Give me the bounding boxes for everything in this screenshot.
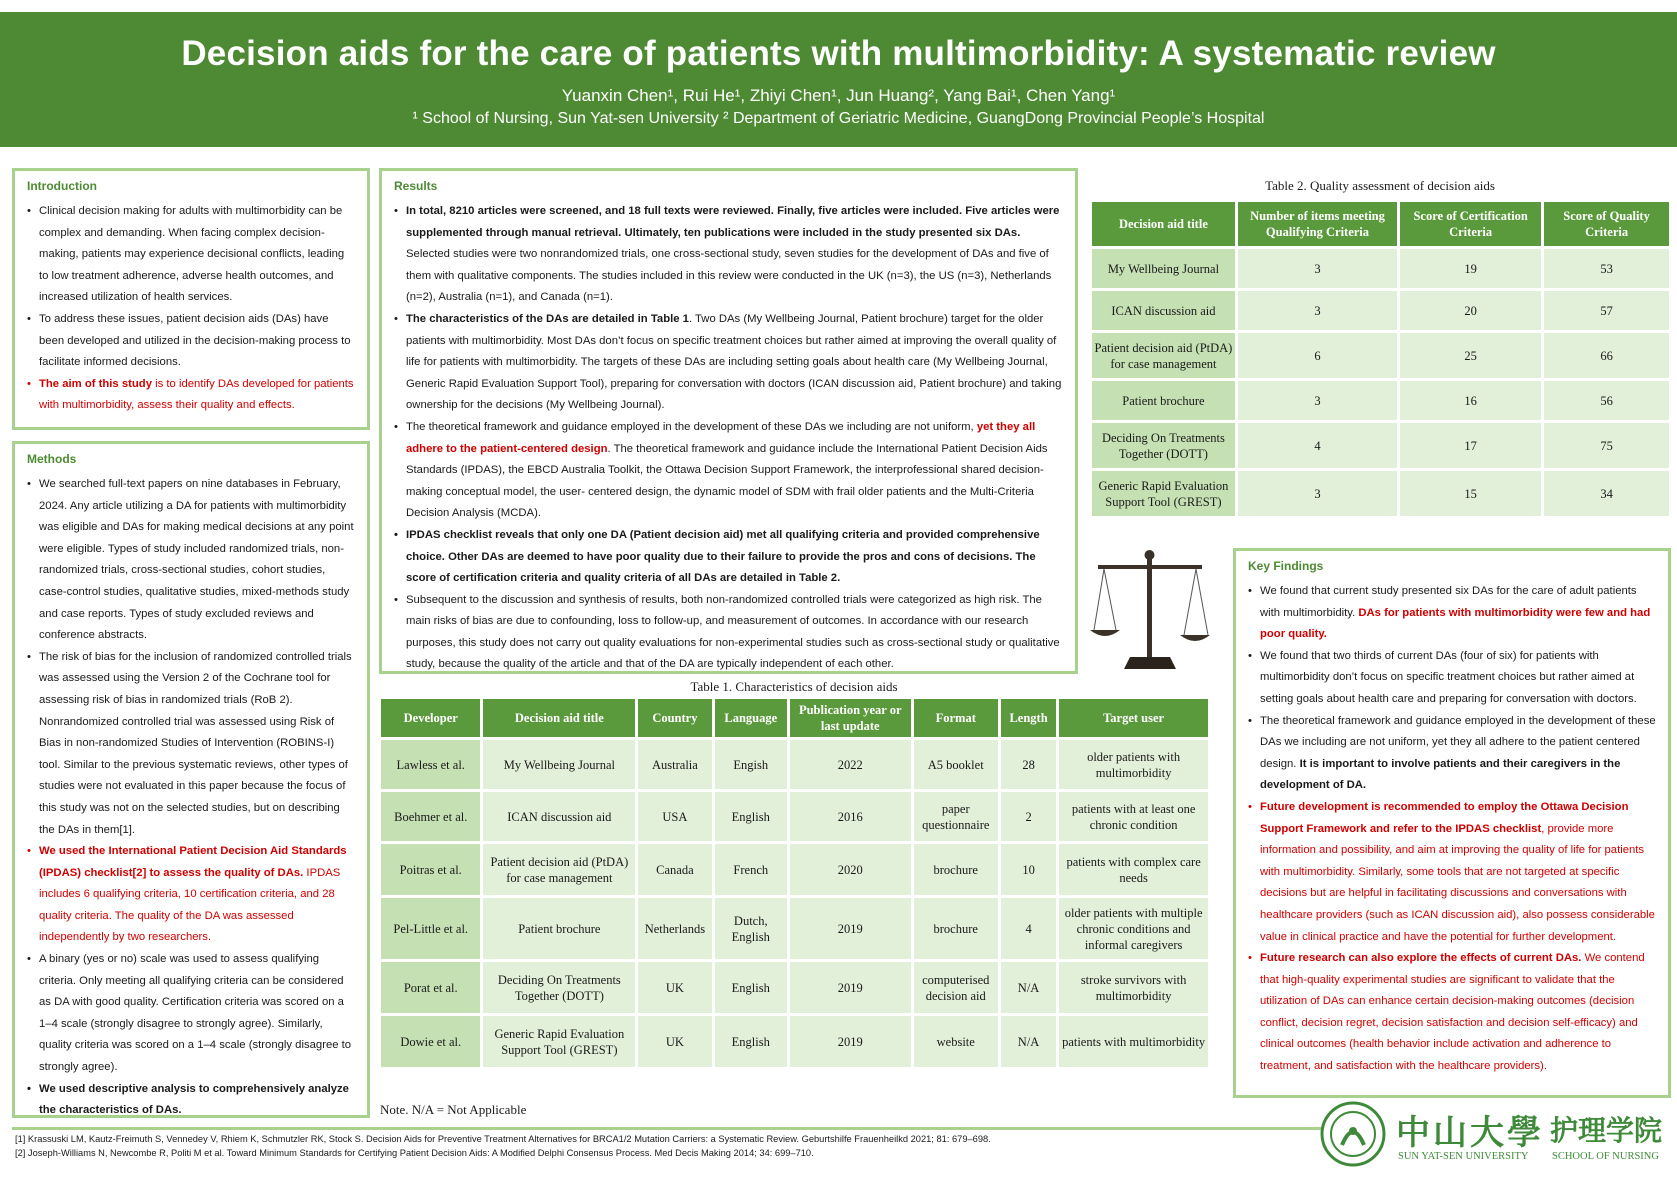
table1-cell: English: [715, 962, 787, 1013]
table1-cell: Engish: [715, 740, 787, 789]
table2-cell: 25: [1400, 333, 1541, 378]
university-name-en: SUN YAT-SEN UNIVERSITY: [1398, 1151, 1529, 1162]
table1-header-cell: Developer: [381, 699, 480, 737]
table2-cell: ICAN discussion aid: [1092, 291, 1235, 330]
table1-header-row: [381, 699, 1208, 737]
table1-cell: UK: [638, 1016, 711, 1067]
table1-cell: N/A: [1001, 1016, 1056, 1067]
table2-row: [1092, 381, 1669, 420]
table2-cell: 56: [1544, 381, 1669, 420]
key-findings-panel: [1233, 548, 1671, 1098]
table1-cell: Dowie et al.: [381, 1016, 480, 1067]
table1-cell: Dutch, English: [715, 898, 787, 959]
table1-cell: older patients with multiple chronic conditions and informal caregivers: [1059, 898, 1208, 959]
poster-title: Decision aids for the care of patients with multimorbidity: A systematic review: [181, 34, 1496, 73]
table2-cell: 66: [1544, 333, 1669, 378]
results-bullet: • The characteristics of the DAs are detailed in Table 1. Two DAs (My Wellbeing Journal, Patient brochure) target for the older patients with multimorbidity. Most DAs don’t focus on specific treatment choices but rather aimed at improving the overall quality of life for patients with multimorbidity. The targets of these DAs are including setting goals about health care (My Wellbeing Journal, Generic Rapid Evaluation Support Tool), preparing for conversation with doctors (ICAN discussion aid, Patient brochure) and taking ownership for the decisions (My Wellbeing Journal).: [394, 309, 1063, 417]
table2-header-row: [1092, 202, 1669, 246]
table1-cell: 2: [1001, 792, 1056, 841]
results-bullet: • The theoretical framework and guidance employed in the development of these DAs we including are not uniform, yet they all adhere to the patient-centered design. The theoretical framework and guidance include the International Patient Decision Aids Standards (IPDAS), the EBCD Australia Toolkit, the Ottawa Decision Support Framework, the interprofessional shared decision-making conceptual model, the user- centered design, the dynamic model of SDM with frail older patients and the Multi-Criteria Decision Analysis (MCDA).: [394, 417, 1063, 525]
table1-cell: paper questionnaire: [914, 792, 998, 841]
table1-cell: Porat et al.: [381, 962, 480, 1013]
balance-scale-illustration: [1090, 545, 1210, 675]
key-bullet: • We found that current study presented six DAs for the care of adult patients with multimorbidity. DAs for patients with multimorbidity were few and had poor quality.: [1248, 581, 1656, 646]
references: [15, 1133, 991, 1160]
table2-cell: 16: [1400, 381, 1541, 420]
table1-header-cell: Length: [1001, 699, 1056, 737]
table1-cell: 2019: [790, 962, 911, 1013]
school-name-en: SCHOOL OF NURSING: [1552, 1151, 1659, 1162]
methods-bullet: • We used the International Patient Decision Aid Standards (IPDAS) checklist[2] to assess the quality of DAs. IPDAS includes 6 qualifying criteria, 10 certification criteria, and 28 quality criteria. The quality of the DA was assessed independently by two researchers.: [27, 841, 355, 949]
table2-cell: Generic Rapid Evaluation Support Tool (GREST): [1092, 471, 1235, 516]
table1-cell: UK: [638, 962, 711, 1013]
results-bullet: • IPDAS checklist reveals that only one DA (Patient decision aid) met all qualifying criteria and provided comprehensive choice. Other DAs are deemed to have poor quality due to their failure to provide the pros and cons of decisions. The score of certification criteria and quality criteria of all DAs are detailed in Table 2.: [394, 525, 1063, 590]
results-title: Results: [394, 179, 438, 193]
introduction-title: Introduction: [27, 179, 97, 193]
table2-header-cell: Decision aid title: [1092, 202, 1235, 246]
table1-cell: 2022: [790, 740, 911, 789]
table1-cell: ICAN discussion aid: [483, 792, 635, 841]
table2-cell: 17: [1400, 423, 1541, 468]
key-findings-title: Key Findings: [1248, 559, 1324, 573]
methods-bullet: • A binary (yes or no) scale was used to assess qualifying criteria. Only meeting all qualifying criteria can be considered as DA with good quality. Certification criteria was scored on a 1–4 scale (strongly disagree to strongly agree). Similarly, quality criteria was scored on a 1–4 scale (strongly disagree to strongly agree).: [27, 949, 355, 1079]
table1-cell: Patient brochure: [483, 898, 635, 959]
table2-cell: Patient decision aid (PtDA) for case management: [1092, 333, 1235, 378]
table1-cell: Poitras et al.: [381, 844, 480, 895]
table1-cell: Lawless et al.: [381, 740, 480, 789]
table1-cell: Pel-Little et al.: [381, 898, 480, 959]
intro-bullet: • To address these issues, patient decision aids (DAs) have been developed and utilized in the decision-making process to facilitate informed decisions.: [27, 309, 355, 374]
table1-cell: brochure: [914, 844, 998, 895]
methods-panel: [12, 441, 370, 1118]
university-name-cn: 中山大學: [1396, 1113, 1544, 1153]
footer-divider: [12, 1127, 1332, 1130]
table1-cell: older patients with multimorbidity: [1059, 740, 1208, 789]
table1-cell: My Wellbeing Journal: [483, 740, 635, 789]
table1-cell: 2019: [790, 1016, 911, 1067]
table1-note: Note. N/A = Not Applicable: [380, 1102, 527, 1117]
intro-bullet: • The aim of this study is to identify DAs developed for patients with multimorbidity, assess their quality and effects.: [27, 374, 355, 417]
table1-cell: brochure: [914, 898, 998, 959]
table2-cell: 3: [1238, 381, 1397, 420]
table1-cell: computerised decision aid: [914, 962, 998, 1013]
intro-bullet: • Clinical decision making for adults with multimorbidity can be complex and demanding. When facing complex decision-making, patients may experience decisional conflicts, leading to low treatment adherence, adverse health outcomes, and increased utilization of health services.: [27, 201, 355, 309]
table1-cell: Australia: [638, 740, 711, 789]
table1-cell: French: [715, 844, 787, 895]
table1-cell: patients with at least one chronic condition: [1059, 792, 1208, 841]
table1-header-cell: Decision aid title: [483, 699, 635, 737]
table2-cell: Patient brochure: [1092, 381, 1235, 420]
table1-cell: A5 booklet: [914, 740, 998, 789]
table2-row: [1092, 333, 1669, 378]
table2-cell: 57: [1544, 291, 1669, 330]
table1-row: [381, 792, 1208, 841]
table2-cell: 3: [1238, 291, 1397, 330]
table1-row: [381, 740, 1208, 789]
table2-row: [1092, 423, 1669, 468]
table1-row: [381, 962, 1208, 1013]
table1-caption: Table 1. Characteristics of decision aids: [690, 679, 898, 694]
table2-cell: 75: [1544, 423, 1669, 468]
table1-cell: patients with multimorbidity: [1059, 1016, 1208, 1067]
table1-row: [381, 898, 1208, 959]
table1-cell: patients with complex care needs: [1059, 844, 1208, 895]
table1-cell: English: [715, 792, 787, 841]
table2-cell: 15: [1400, 471, 1541, 516]
table1-cell: Netherlands: [638, 898, 711, 959]
affiliations: ¹ School of Nursing, Sun Yat-sen University ² Department of Geriatric Medicine, GuangDong Provincial People’s Hospital: [412, 110, 1265, 127]
table1-row: [381, 1016, 1208, 1067]
table1-header-cell: Language: [715, 699, 787, 737]
results-bullet: • In total, 8210 articles were screened, and 18 full texts were reviewed. Finally, five articles were included. Five articles were supplemented through manual retrieval. Ultimately, ten publications were included in the study presented six DAs. Selected studies were two nonrandomized trials, one cross-sectional study, seven studies for the development of DAs and five of them with qualitative components. The studies included in this review were conducted in the UK (n=3), the US (n=3), Netherlands (n=2), Australia (n=1), and Canada (n=1).: [394, 201, 1063, 309]
table2-cell: Deciding On Treatments Together (DOTT): [1092, 423, 1235, 468]
table1-cell: USA: [638, 792, 711, 841]
table2-cell: 20: [1400, 291, 1541, 330]
table1: [378, 696, 1211, 1070]
table2-row: [1092, 249, 1669, 288]
table2-caption: Table 2. Quality assessment of decision aids: [1265, 178, 1495, 193]
table2-cell: My Wellbeing Journal: [1092, 249, 1235, 288]
table1-cell: N/A: [1001, 962, 1056, 1013]
table1-cell: Patient decision aid (PtDA) for case management: [483, 844, 635, 895]
table1-header-cell: Publication year or last update: [790, 699, 911, 737]
table2-header-cell: Number of items meeting Qualifying Criteria: [1238, 202, 1397, 246]
university-emblem-icon: [1320, 1101, 1386, 1167]
key-bullet: • Future development is recommended to employ the Ottawa Decision Support Framework and refer to the IPDAS checklist, provide more information and possibility, and aim at improving the quality of life for patients with multimorbidity. Similarly, some tools that are not targeted at specific decisions but are helpful in facilitating discussions and conversations with healthcare providers (such as ICAN discussion aid), also possess considerable value in clinical practice and have the potential for further development.: [1248, 797, 1656, 948]
reference-1: [1] Krassuski LM, Kautz-Freimuth S, Vennedey V, Rhiem K, Schmutzler RK, Stock S. Decision Aids for Preventive Treatment Alternatives for BRCA1/2 Mutation Carriers: a Systematic Review. Geburtshilfe Frauenheilkd 2021; 81: 679–698.: [15, 1134, 991, 1144]
methods-bullet: • We searched full-text papers on nine databases in February, 2024. Any article utilizing a DA for patients with multimorbidity was eligible and DAs for making medical decisions at any point were eligible. Types of study included randomized trials, non-randomized trials, cross-sectional studies, cohort studies, case-control studies, qualitative studies, mixed-methods study and case reports. Types of study excluded reviews and conference abstracts.: [27, 474, 355, 647]
table1-header-cell: Country: [638, 699, 711, 737]
table2-cell: 19: [1400, 249, 1541, 288]
reference-2: [2] Joseph-Williams N, Newcombe R, Politi M et al. Toward Minimum Standards for Certifying Patient Decision Aids: A Modified Delphi Consensus Process. Med Decis Making 2014; 34: 699–710.: [15, 1147, 814, 1158]
introduction-panel: [12, 168, 370, 430]
authors: Yuanxin Chen¹, Rui He¹, Zhiyi Chen¹, Jun Huang², Yang Bai¹, Chen Yang¹: [561, 86, 1116, 105]
table2-cell: 6: [1238, 333, 1397, 378]
table1-cell: 2016: [790, 792, 911, 841]
university-logo: [1320, 1101, 1670, 1169]
table1-cell: Deciding On Treatments Together (DOTT): [483, 962, 635, 1013]
table2-cell: 53: [1544, 249, 1669, 288]
table1-cell: 2020: [790, 844, 911, 895]
table1-cell: 28: [1001, 740, 1056, 789]
results-panel: [379, 168, 1078, 674]
key-bullet: • Future research can also explore the effects of current DAs. We contend that high-quality experimental studies are significant to validate that the utilization of DAs can enhance certain decision-making outcomes (decision conflict, decision regret, decision satisfaction and decision self-efficacy) and clinical outcomes (health behavior include activation and adherence to treatment, and satisfaction with the healthcare providers).: [1248, 948, 1656, 1078]
methods-bullet: • The risk of bias for the inclusion of randomized controlled trials was assessed using the Version 2 of the Cochrane tool for assessing risk of bias in randomized trials (RoB 2). Nonrandomized controlled trial was assessed using Risk of Bias in non-randomized Studies of Intervention (ROBINS-I) tool. Similar to the previous systematic reviews, other types of studies were not evaluated in this paper because the focus of this study was not on the selected studies, but on describing the DAs in them[1].: [27, 647, 355, 841]
table2-cell: 34: [1544, 471, 1669, 516]
table2-cell: 3: [1238, 249, 1397, 288]
table1-cell: English: [715, 1016, 787, 1067]
table1-header-cell: Target user: [1059, 699, 1208, 737]
table1-cell: Canada: [638, 844, 711, 895]
table1-row: [381, 844, 1208, 895]
table2-cell: 3: [1238, 471, 1397, 516]
table2-header-cell: Score of Quality Criteria: [1544, 202, 1669, 246]
poster-header: [0, 12, 1677, 147]
table2-row: [1092, 471, 1669, 516]
table1-cell: Generic Rapid Evaluation Support Tool (GREST): [483, 1016, 635, 1067]
table1-cell: 10: [1001, 844, 1056, 895]
key-bullet: • We found that two thirds of current DAs (four of six) for patients with multimorbidity don’t focus on specific treatment choices but rather aimed at setting goals about health care and preparing for conversation with doctors.: [1248, 646, 1656, 711]
table2-header-cell: Score of Certification Criteria: [1400, 202, 1541, 246]
methods-title: Methods: [27, 452, 77, 466]
table1-cell: Boehmer et al.: [381, 792, 480, 841]
table1-header-cell: Format: [914, 699, 998, 737]
school-name-cn: 护理学院: [1550, 1114, 1663, 1147]
results-bullet: • Subsequent to the discussion and synthesis of results, both non-randomized controlled trials were categorized as high risk. The main risks of bias are due to confounding, loss to follow-up, and measurement of outcomes. In accordance with our research purposes, this study does not carry out quality evaluations for non-experimental studies such as cross-sectional study or qualitative study, because the quality of the article and that of the DA are typically independent of each other.: [394, 590, 1063, 676]
table2-cell: 4: [1238, 423, 1397, 468]
key-bullet: • The theoretical framework and guidance employed in the development of these DAs we including are not uniform, yet they all adhere to the patient centered design. It is important to involve patients and their caregivers in the development of DA.: [1248, 711, 1656, 797]
methods-bullet: • We used descriptive analysis to comprehensively analyze the characteristics of DAs.: [27, 1079, 355, 1122]
table1-cell: 4: [1001, 898, 1056, 959]
table1-cell: 2019: [790, 898, 911, 959]
table1-cell: website: [914, 1016, 998, 1067]
table2: [1089, 199, 1672, 519]
table1-cell: stroke survivors with multimorbidity: [1059, 962, 1208, 1013]
table2-row: [1092, 291, 1669, 330]
